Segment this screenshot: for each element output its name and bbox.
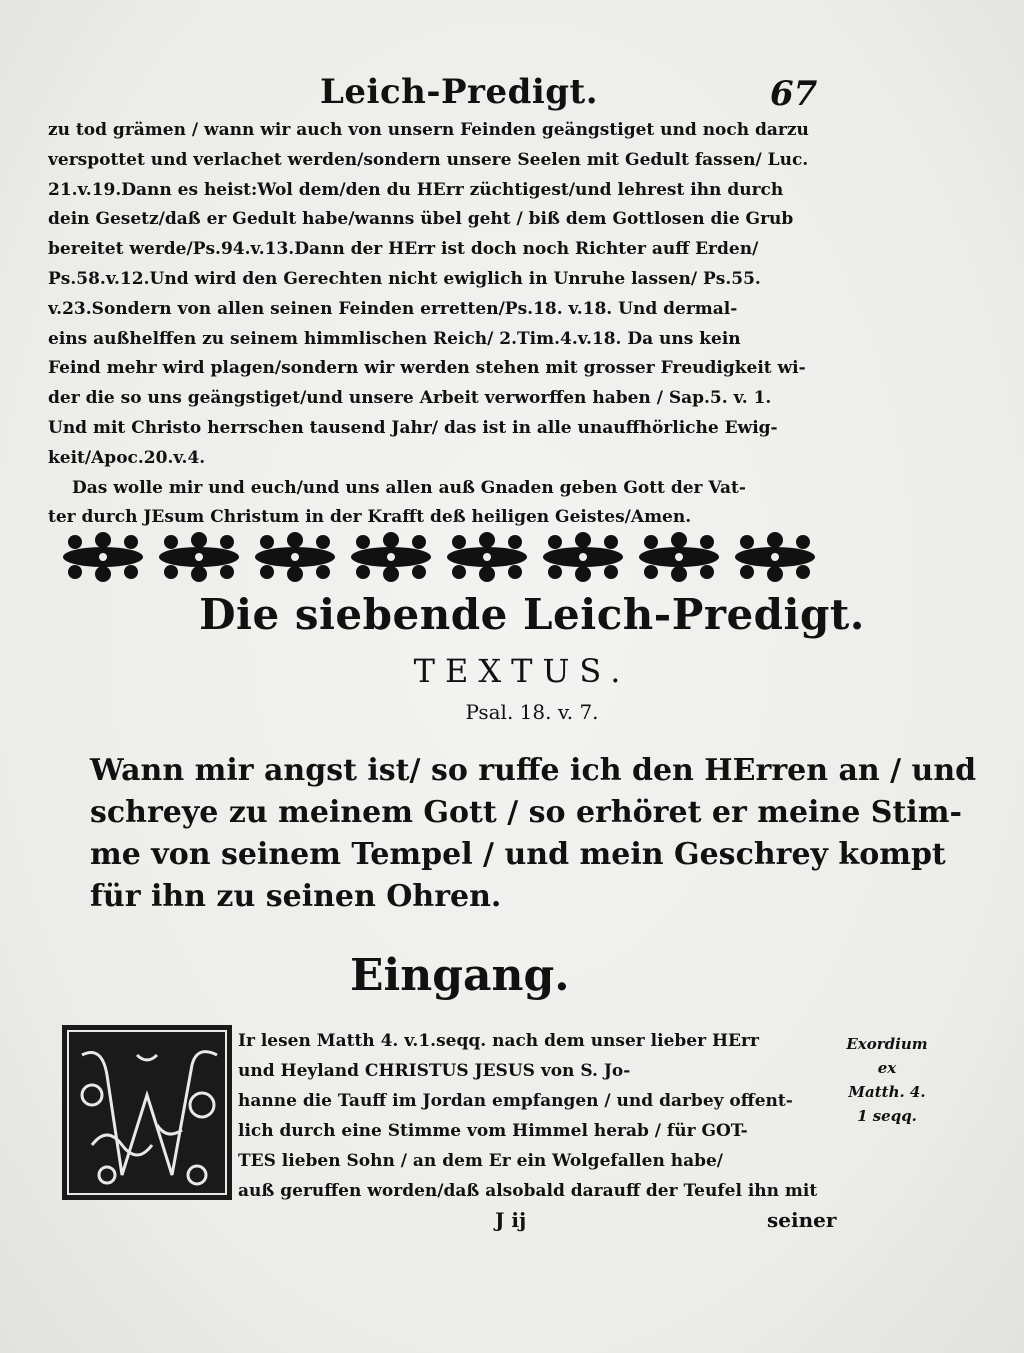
eingang-body [238,1026,828,1206]
body-line: lich durch eine Stimme vom Himmel herab / für GOT- [238,1121,748,1141]
text-line: v.23.Sondern von allen seinen Feinden erretten/Ps.18. v.18. Und dermal- [48,298,738,319]
text-line: zu tod grämen / wann wir auch von unsern Feinden geängstiget und noch darzu [48,120,809,140]
text-line: bereitet werde/Ps.94.v.13.Dann der HErr ist doch noch Richter auff Erden/ [48,239,759,260]
body-line: hanne die Tauff im Jordan empfangen / und darbey offent- [238,1091,793,1111]
eingang-heading: Eingang. [350,950,570,1001]
scripture-verse [90,750,977,918]
body-line: TES lieben Sohn / an dem Er ein Wolgefallen habe/ [238,1151,724,1171]
text-line: 21.v.19.Dann es heist:Wol dem/den du HErr züchtigest/und lehrest ihn durch [48,179,784,200]
text-line: Feind mehr wird plagen/sondern wir werden stehen mit grosser Freudigkeit wi- [48,358,806,379]
text-line: der die so uns geängstiget/und unsere Arbeit verworffen haben / Sap.5. v. 1. [48,388,772,409]
catchword: seiner [767,1208,837,1232]
running-title: Leich-Predigt. [320,72,599,112]
section-title: Die siebende Leich-Predigt. [199,590,865,639]
marginal-line: Matth. 4. [848,1083,926,1101]
page-number: 67 [770,74,818,114]
marginal-note [832,1032,942,1128]
text-line: keit/Apoc.20.v.4. [48,447,206,468]
text-line: eins außhelffen zu seinem himmlischen Reich/ 2.Tim.4.v.18. Da uns kein [48,328,741,349]
body-line: Ir lesen Matth 4. v.1.seqq. nach dem unser lieber HErr [238,1031,759,1051]
previous-sermon-ending [48,116,828,533]
marginal-line: ex [877,1059,897,1077]
textus-label: TEXTUS. [413,652,631,690]
verse-line: für ihn zu seinen Ohren. [90,879,502,914]
verse-line: me von seinem Tempel / und mein Geschrey kompt [90,837,946,872]
running-head [0,70,1024,120]
text-line: Ps.58.v.12.Und wird den Gerechten nicht ewiglich in Unruhe lassen/ Ps.55. [48,268,761,289]
verse-line: Wann mir angst ist/ so ruffe ich den HErren an / und [90,753,977,788]
closing-prayer-line: Das wolle mir und euch/und uns allen auß Gnaden geben Gott der Vat- [72,477,746,498]
text-line: dein Gesetz/daß er Gedult habe/wanns übel geht / biß dem Gottlosen die Grub [48,209,794,230]
marginal-line: Exordium [846,1035,928,1053]
scripture-reference: Psal. 18. v. 7. [465,700,599,724]
decorated-initial-w [62,1025,232,1200]
body-line: auß geruffen worden/daß alsobald darauff der Teufel ihn mit [238,1181,818,1201]
closing-prayer-line: ter durch JEsum Christum in der Krafft deß heiligen Geistes/Amen. [48,507,692,528]
text-line: Und mit Christo herrschen tausend Jahr/ das ist in alle unauffhörliche Ewig- [48,417,778,438]
body-line: und Heyland CHRISTUS JESUS von S. Jo- [238,1061,631,1081]
ornament-border [55,530,820,585]
text-line: verspottet und verlachet werden/sondern unsere Seelen mit Gedult fassen/ Luc. [48,149,809,170]
marginal-line: 1 seqq. [857,1107,917,1125]
verse-line: schreye zu meinem Gott / so erhöret er meine Stim- [90,795,962,830]
signature-mark: J ij [495,1208,527,1232]
